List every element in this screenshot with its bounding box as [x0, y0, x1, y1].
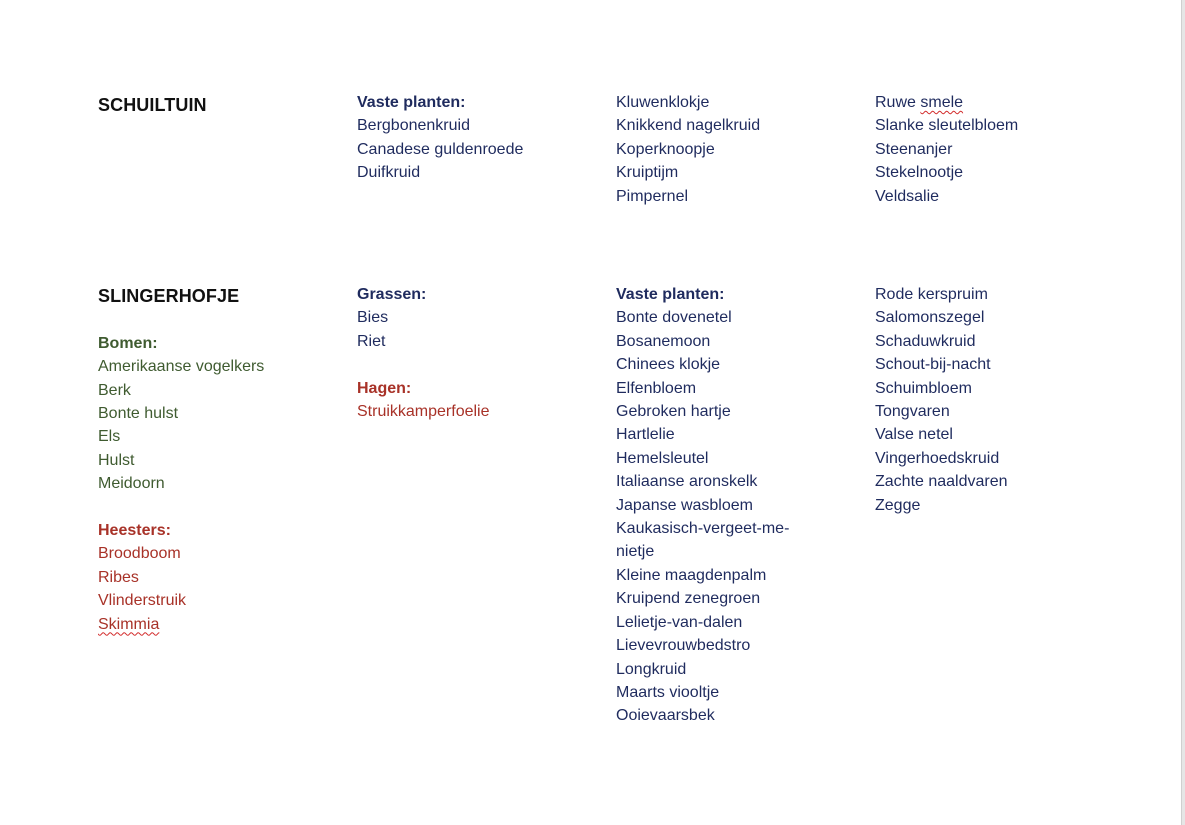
list-item: Tongvaren [875, 403, 950, 421]
schuiltuin-col-1 [357, 91, 523, 185]
heesters-label: Heesters: [98, 522, 171, 540]
list-item: Ribes [98, 568, 139, 586]
list-item: Kruipend zenegroen [616, 590, 761, 608]
list-item: Gebroken hartje [616, 403, 731, 421]
spellcheck-flagged-word: Skimmia [98, 615, 160, 633]
slingerhofje-col-4 [875, 283, 1008, 517]
list-item: Elfenbloem [616, 379, 697, 397]
list-item: Kaukasisch-vergeet-me-nietje [616, 520, 790, 561]
list-item: Lievevrouwbedstro [616, 637, 751, 655]
page-edge [1181, 0, 1185, 825]
list-item-word: Ruwe [875, 94, 916, 111]
hagen-list [357, 400, 490, 423]
list-item: Lelietje-van-dalen [616, 613, 743, 631]
list-item: Kruiptijm [616, 164, 679, 182]
list-item: Duifkruid [357, 164, 421, 182]
list-item: Vingerhoedskruid [875, 449, 1000, 467]
list-item: Japanse wasbloem [616, 496, 753, 514]
list-item [98, 613, 264, 636]
list-item: Hulst [98, 451, 135, 469]
list-item: Italiaanse aronskelk [616, 473, 758, 491]
schuiltuin-title-block [98, 94, 207, 117]
list-item: Hartlelie [616, 426, 675, 444]
section-title-schuiltuin: SCHUILTUIN [98, 95, 207, 115]
list-item [875, 91, 1018, 114]
list-item: Longkruid [616, 660, 687, 678]
schuiltuin-col-2 [616, 91, 760, 208]
list-item: Maarts viooltje [616, 683, 720, 701]
list-item: Rode kerspruim [875, 286, 988, 303]
list-item: Kluwenklokje [616, 94, 710, 111]
vaste-planten-label: Vaste planten: [616, 286, 725, 303]
list-item: Chinees klokje [616, 356, 721, 374]
list-item: Bies [357, 309, 389, 327]
bomen-list [98, 355, 264, 495]
schuiltuin-plant-list-2 [616, 91, 760, 208]
slingerhofje-col-2 [357, 283, 490, 423]
list-item: Koperknoopje [616, 140, 715, 158]
list-item: Struikkamperfoelie [357, 403, 490, 421]
list-item: Bergbonenkruid [357, 117, 470, 135]
list-item: Valse netel [875, 426, 953, 444]
list-item: Salomonszegel [875, 309, 985, 327]
heesters-list [98, 542, 264, 636]
list-item: Veldsalie [875, 187, 940, 205]
list-item: Canadese guldenroede [357, 140, 524, 158]
list-item: Steenanjer [875, 140, 953, 158]
list-item: Broodboom [98, 545, 181, 563]
schuiltuin-plant-list-3 [875, 91, 1018, 208]
hagen-label: Hagen: [357, 379, 412, 397]
list-item: Kleine maagdenpalm [616, 566, 767, 584]
list-item: Slanke sleutelbloem [875, 117, 1019, 135]
vaste-planten-list-2 [875, 283, 1008, 517]
slingerhofje-col-1 [98, 285, 264, 636]
section-title-slingerhofje: SLINGERHOFJE [98, 286, 240, 306]
list-item: Zegge [875, 496, 921, 514]
list-item: Hemelsleutel [616, 449, 709, 467]
list-item: Els [98, 428, 121, 446]
list-item: Bonte hulst [98, 405, 179, 423]
schuiltuin-col-3 [875, 91, 1018, 208]
schuiltuin-vaste-planten-label: Vaste planten: [357, 94, 466, 111]
list-item: Riet [357, 332, 386, 350]
spellcheck-flagged-word: smele [920, 94, 964, 111]
list-item: Schuimbloem [875, 379, 972, 397]
list-item: Meidoorn [98, 475, 165, 493]
list-item: Vlinderstruik [98, 592, 187, 610]
list-item: Knikkend nagelkruid [616, 117, 761, 135]
list-item: Schaduwkruid [875, 332, 976, 350]
list-item: Bonte dovenetel [616, 309, 732, 327]
list-item: Bosanemoon [616, 332, 711, 350]
list-item: Pimpernel [616, 187, 689, 205]
list-item: Schout-bij-nacht [875, 356, 991, 374]
schuiltuin-plant-list-1 [357, 114, 523, 184]
list-item: Berk [98, 381, 131, 399]
list-item: Zachte naaldvaren [875, 473, 1008, 491]
slingerhofje-col-3 [616, 283, 806, 728]
list-item: Ooievaarsbek [616, 707, 715, 725]
vaste-planten-list-1 [616, 306, 806, 727]
grassen-list [357, 306, 490, 353]
list-item: Amerikaanse vogelkers [98, 358, 265, 376]
list-item: Stekelnootje [875, 164, 964, 182]
bomen-label: Bomen: [98, 334, 158, 352]
grassen-label: Grassen: [357, 286, 427, 303]
